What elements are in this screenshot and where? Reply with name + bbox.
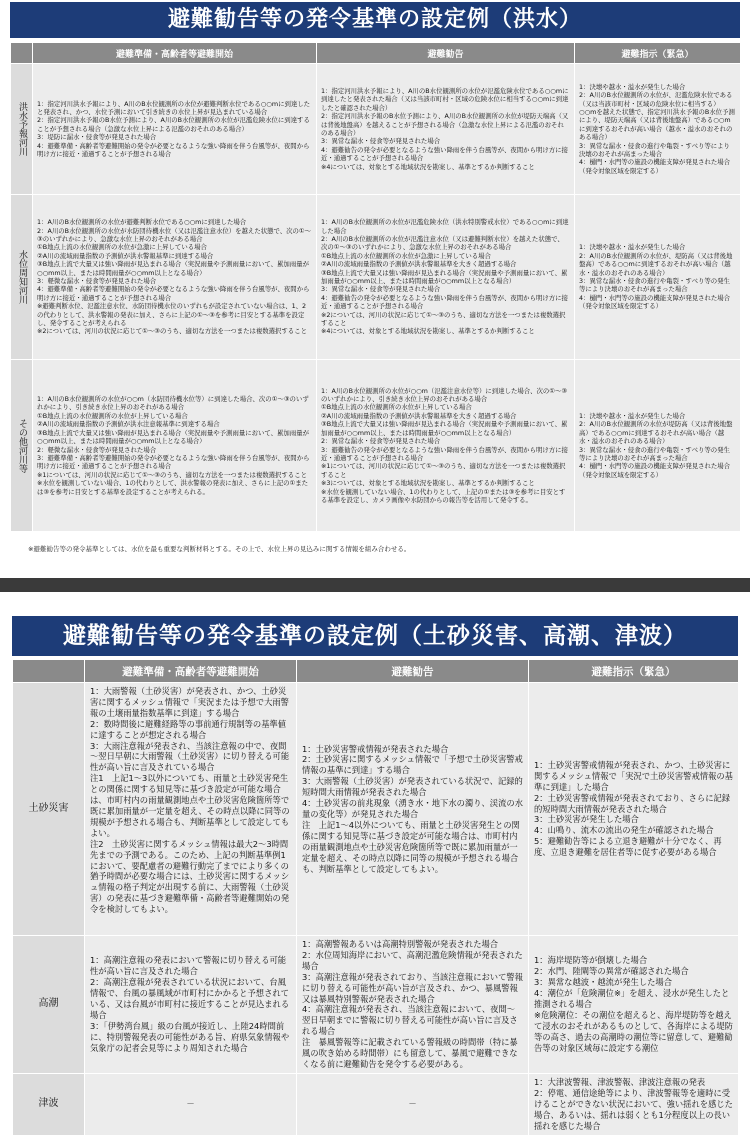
cell-line: 2：A川のB水位観測所の水位が氾濫注意水位（又は避難判断水位）を越えた状態で、次の①～③のいずれかにより、急激な水位上昇のおそれがある場合: [321, 234, 564, 252]
cell-line: 4：潮位が「危険潮位※」を超え、浸水が発生したと推測される場合: [534, 988, 730, 1009]
cell-line: 3：異常な越波・越流が発生した場合: [534, 977, 673, 988]
table-cell: [529, 936, 739, 1074]
cell-line: 3：避難準備・高齢者等避難開始の発令が必要となるような強い降雨を伴う台風等が、夜間から明け方に接近・通過することが予想される場合: [37, 453, 310, 471]
cell-line: 1：土砂災害警戒情報が発表された場合: [302, 743, 449, 754]
flood-criteria-table: [10, 42, 741, 532]
cell-line: 2：土砂災害警戒情報が発表されており、さらに記録的短時間大雨情報が発表された場合: [534, 792, 731, 814]
cell-line: 3：大雨警報（土砂災害）が発表されている状況で、記録的短時間大雨情報が発表された場合: [302, 776, 523, 798]
slide-title: 避難勧告等の発令基準の設定例（土砂災害、高潮、津波）: [12, 616, 738, 656]
cell-line: 1：決壊や越水・溢水が発生した場合: [579, 411, 686, 420]
cell-line: ①B地点上流の水位観測所の水位が急激に上昇している場合: [37, 243, 207, 252]
table-cell: [317, 360, 575, 532]
table-cell: [297, 1073, 529, 1135]
table-cell: [317, 195, 575, 360]
row-label: 高潮: [13, 936, 85, 1074]
cell-line: 2：指定河川洪水予報のB水位予測により、A川のB水位観測所の水位が堤防天端高（又は背後地盤高）を越えることが予想される場合（急激な水位上昇による氾濫のおそれのある場合）: [321, 112, 569, 137]
table-cell: [33, 360, 317, 532]
cell-line: ※1については、河川の状況に応じて①～③のうち、適切な方法を一つまたは複数選択すること: [321, 462, 566, 479]
cell-line: ①B地点上流の水位観測所の水位が上昇している場合: [37, 411, 188, 420]
header-col: 避難勧告: [297, 660, 529, 683]
cell-line: 3：異常な漏水・侵食の進行や亀裂・すべり等の発生等により決壊のおそれが高まった場合: [579, 445, 730, 462]
row-label: [11, 64, 33, 195]
cell-line: 3：大雨注意報が発表され、当該注意報の中で、夜間～翌日早朝に大雨警報（土砂災害）に切り替える可能性が高い旨に言及されている場合: [90, 740, 290, 773]
table-cell: [575, 360, 741, 532]
slide-landslide-storm-tsunami: [0, 612, 750, 1140]
table-header-row: [11, 43, 741, 64]
cell-line: 3：避難勧告の発令が必要となるような強い降雨を伴う台風等が、夜間から明け方に接近・通過することが予想される場合: [321, 445, 568, 462]
cell-line: 4：樋門・水門等の施設の機能支障が発見された場合（発令対象区域を限定する）: [579, 462, 731, 479]
table-cell: [575, 195, 741, 360]
header-corner: [11, 43, 33, 64]
cell-line: 3：高潮注意報が発表されており、当該注意報において警報に切り替える可能性が高い旨が言及され、かつ、暴風警報又は暴風特別警報が発表された場合: [302, 971, 523, 1004]
cell-line: 1：決壊や越水・溢水が発生した場合: [579, 243, 686, 252]
cell-line: 4：高潮注意報が発表され、当該注意報において、夜間～翌日早朝までに警報に切り替える可能性が高い旨に言及される場合: [302, 1004, 518, 1037]
cell-line: ※1については、河川の状況に応じて①～③のうち、適切な方法を一つまたは複数選択すること: [37, 470, 307, 479]
table-cell: [85, 1073, 297, 1135]
cell-line: 4：土砂災害の前兆現象（湧き水・地下水の濁り、渓流の水量の変化等）が発見された場合: [302, 798, 523, 819]
cell-line: 3：土砂災害が発生した場合: [534, 814, 639, 825]
cell-line: ③B地点上流で大量又は強い降雨が見込まれる場合（実況雨量や予測雨量において、累加雨量が○○mm以上、または時間雨量が○○mm以上となる場合）: [37, 428, 309, 446]
cell-line: 4：避難勧告の発令が必要となるような強い降雨を伴う台風等が、夜間から明け方に接近・通過することが予想される場合: [321, 293, 568, 311]
table-cell: [297, 683, 529, 936]
cell-line: 3：異常な漏水・侵食等が発見された場合: [321, 285, 441, 294]
table-cell: [317, 64, 575, 195]
cell-line: 1：大津波警報、津波警報、津波注意報の発表: [534, 1077, 706, 1088]
cell-line: 2：土砂災害に関するメッシュ情報で「予想で土砂災害警戒情報の基準に到達」する場合: [302, 754, 523, 776]
cell-line: 2：高潮注意報が発表されている状況において、台風情報で、台風の暴風域が市町村にかかると予想されている、又は台風が市町村に接近することが見込まれる場合: [90, 977, 290, 1020]
table-row: [11, 195, 741, 360]
cell-line: 1：A川のB水位観測所の水位が避難判断水位である○○mに到達した場合: [37, 218, 247, 227]
cell-line: 1：海岸堤防等が倒壊した場合: [534, 955, 648, 966]
header-col: 避難準備・高齢者等避難開始: [33, 43, 317, 64]
cell-line: 注 上記1～4以外についても、雨量と土砂災害発生との関係に関する知見等に基づき設定が可能な場合は、市町村内の雨量観測地点や土砂災害危険箇所等で既に累加雨量が一定量を超え、その時点以降に同等の規模が予想される場合も、判断基準として設定してもよい。: [302, 819, 520, 874]
cell-line: 4：避難準備・高齢者等避難開始の発令が必要となるような強い降雨を伴う台風等が、夜間から明け方に接近・通過することが予想される場合: [37, 285, 310, 302]
cell-line: 1：指定河川洪水予報により、A川のB水位観測所の水位が避難判断水位である○○mに到達したと発表され、かつ、水位予測において引き続きの水位上昇が見込まれている場合: [37, 99, 311, 116]
row-label: [11, 195, 33, 360]
table-row: [13, 936, 739, 1074]
cell-line: 注2 土砂災害に関するメッシュ情報は最大2～3時間先までの予測である。このため、上記の判断基準例1において、要配慮者の避難行動完了までにより多くの猶予時間が必要な場合には、土砂災害に関するメッシュ情報の格子判定が出現する前に、大雨警報（土砂災害）の発表に基づき避難準備・高齢者等避難開始の発令を検討してもよい。: [90, 838, 290, 915]
cell-line: 2：停電、通信途絶等により、津波警報等を適時に受けることができない状況において、強い揺れを感じた場合、あるいは、揺れは弱くとも1分程度以上の長い揺れを感じた場合: [534, 1088, 733, 1131]
cell-line: 2：異常な漏水・侵食等が発見された場合: [321, 437, 441, 446]
cell-line: ③B地点上流で大量又は強い降雨が見込まれる場合（実況雨量や予測雨量において、累加雨量が○○mm以上、または時間雨量が○○mm以上となる場合）: [321, 268, 568, 285]
header-col: 避難指示（緊急）: [575, 43, 741, 64]
cell-line: 3：異常な漏水・侵食等が発見された場合: [321, 137, 441, 146]
cell-line: 注1 上記1～3以外についても、雨量と土砂災害発生との関係に関する知見等に基づき設定が可能な場合は、市町村内の雨量観測地点や土砂災害危険箇所等で既に累加雨量が一定量を超え、その時点以降に同等の規模が予想される場合も、判断基準として設定してもよい。: [90, 773, 290, 838]
table-cell: [575, 64, 741, 195]
cell-line: ※避難判断水位、氾濫注意水位、水防団待機水位のいずれもが設定されていない場合は、1、2の代わりとして、洪水警報の発表に加え、さらに上記の①～③を参考に目安とする基準を設定し、発令することが考えられる: [37, 302, 307, 328]
cell-line: 1：A川のB水位観測所の水位が氾濫危険水位（洪水特別警戒水位）である○○mに到達した場合: [321, 218, 569, 235]
cell-line: 3：堤防に漏水・侵食等が発見された場合: [37, 133, 157, 142]
header-col: 避難勧告: [317, 43, 575, 64]
cell-line: 1：高潮警報あるいは高潮特別警報が発表された場合: [302, 939, 499, 949]
header-col: 避難指示（緊急）: [529, 660, 739, 683]
table-cell: [33, 195, 317, 360]
table-row: [11, 360, 741, 532]
table-header-row: [13, 660, 739, 683]
cell-line: 2：水門、陸閘等の異常が確認された場合: [534, 966, 689, 977]
cell-line: 3：異常な漏水・侵食の進行や亀裂・すべり等の発生等により決壊のおそれが高まった場合: [579, 277, 730, 294]
cell-line: 4：樋門・水門等の施設の機能支障が発見された場合（発令対象区域を限定する）: [579, 293, 731, 311]
cell-line: 4：山鳴り、流木の流出の発生が確認された場合: [534, 825, 714, 836]
header-corner: [13, 660, 85, 683]
cell-line: 注 暴風警報等に記載されている警報級の時間帯（特に暴風の吹き始める時間帯）にも留意して、暴風で避難できなくなる前に避難勧告を発令する必要がある。: [302, 1037, 518, 1069]
cell-line: ※水位を観測していない場合、1の代わりとして、上記の①または③を参考に目安とする基準を設定し、カメラ画像や水防団からの報告等を活用して発令する。: [321, 487, 566, 504]
cell-line: ②A川の流域雨量指数の予測値が洪水警報基準を大きく超過する場合: [321, 260, 517, 269]
cell-line: ③B地点上流で大量又は強い降雨が見込まれる場合（実況雨量や予測雨量において、累加雨量が○○mm以上、または時間雨量が○○mm以上となる場合）: [321, 420, 568, 437]
header-col: 避難準備・高齢者等避難開始: [85, 660, 297, 683]
row-label-text: 洪水予報河川: [17, 102, 27, 156]
cell-line: 3：「伊勢湾台風」級の台風が接近し、上陸24時間前に、特別警報発表の可能性がある旨、府県気象情報や気象庁の記者会見等により周知された場合: [90, 1020, 290, 1053]
row-label: [11, 360, 33, 532]
cell-line: ※3については、対象とする地域状況を勘案し、基準とするか判断すること: [321, 479, 535, 488]
cell-line: ③B地点上流で大量又は強い降雨が見込まれる場合（実況雨量や予測雨量において、累加雨量が○○mm以上、または時間雨量が○○mm以上となる場合）: [37, 260, 309, 277]
cell-line: －: [408, 1098, 417, 1109]
row-label-text: 水位周知河川: [17, 250, 27, 304]
cell-line: 2：数時間後に避難経路等の事前通行規制等の基準値に達することが想定される場合: [90, 718, 287, 740]
cell-line: 1：A川のB水位観測所の水位が○○m（氾濫注意水位等）に到達した場合、次の①～③のいずれかにより、引き続き水位上昇のおそれがある場合: [321, 386, 568, 404]
cell-line: 1：土砂災害警戒情報が発表され、かつ、土砂災害に関するメッシュ情報で「実況で土砂災害警戒情報の基準に到達」した場合: [534, 759, 733, 792]
cell-line: 2：A川のB水位観測所の水位が、堤防高（又は背後地盤高）である○○mに到達するおそれが高い場合（越水・溢水のおそれのある場合）: [579, 251, 733, 277]
table-cell: [529, 683, 739, 936]
cell-line: ※4については、対象とする地域状況を勘案し、基準とするか判断すること: [321, 327, 535, 336]
cell-line: ①B地点上流の水位観測所の水位が急激に上昇している場合: [321, 251, 491, 260]
cell-line: ※2については、河川の状況に応じて①～③のうち、適切な方法を一つまたは複数選択すること: [321, 310, 566, 328]
cell-line: ※水位を観測していない場合、1の代わりとして、洪水警報の発表に加え、さらに上記の①または③を参考に目安とする基準を設定することが考えられる。: [37, 479, 309, 496]
cell-line: 2：指定河川洪水予報のB水位予測により、A川のB水位観測所の水位が氾濫危険水位に到達することが予想される場合（急激な水位上昇による氾濫のおそれのある場合）: [37, 116, 310, 133]
table-cell: [529, 1073, 739, 1135]
cell-line: ※4については、対象とする地域状況を勘案し、基準とするか判断すること: [321, 162, 535, 171]
footnote: ※避難勧告等の発令基準としては、水位を最も重要な判断材料とする。その上で、水位上昇の見込みに関する情報を組み合わせる。: [28, 545, 411, 553]
cell-line: 2：A川のB水位観測所の水位が堤防高（又は背後地盤高）である○○mに到達するおそれが高い場合（越水・溢水のおそれのある場合）: [579, 420, 733, 446]
cell-line: ※危険潮位：その潮位を超えると、海岸堤防等を越えて浸水のおそれがあるものとして、各海岸による堤防等の高さ、過去の高潮時の潮位等に留意して、避難勧告等の対象区域毎に設定する潮位: [534, 1009, 733, 1053]
cell-line: 2：軽微な漏水・侵食等が発見された場合: [37, 445, 157, 454]
cell-line: ②A川の流域雨量指数の予測値が洪水警報基準を大きく超過する場合: [321, 411, 517, 420]
cell-line: 4：避難準備・高齢者等避難開始の発令が必要となるような強い降雨を伴う台風等が、夜間から明け方に接近・通過することが予想される場合: [37, 141, 310, 159]
table-cell: [85, 683, 297, 936]
cell-line: ※2については、河川の状況に応じて①～③のうち、適切な方法を一つまたは複数選択すること: [37, 327, 307, 336]
cell-line: 3：異常な漏水・侵食の進行や亀裂・すべり等により決壊のおそれが高まった場合: [579, 141, 730, 159]
table-cell: [33, 64, 317, 195]
cell-line: 2：A川のB水位観測所の水位が水防団待機水位（又は氾濫注意水位）を越えた状態で、次の①～③のいずれかにより、急激な水位上昇のおそれがある場合: [37, 226, 312, 243]
cell-line: ②A川の流域雨量指数の予測値が洪水注意報基準に到達する場合: [37, 420, 220, 429]
cell-line: 1：高潮注意報の発表において警報に切り替える可能性が高い旨に言及された場合: [90, 955, 287, 977]
cell-line: 4：樋門・水門等の施設の機能支障が発見された場合（発令対象区域を限定する）: [579, 158, 731, 175]
disaster-criteria-table: [12, 659, 739, 1136]
cell-line: 4：避難勧告の発令が必要となるような強い降雨を伴う台風等が、夜間から明け方に接近・通過することが予想される場合: [321, 145, 568, 163]
cell-line: 5：避難勧告等による立退き避難が十分でなく、再度、立退き避難を居住者等に促す必要がある場合: [534, 836, 722, 858]
table-cell: [297, 936, 529, 1074]
cell-line: 2：水位周知海岸において、高潮氾濫危険情報が発表された場合: [302, 949, 523, 971]
cell-line: 2：A川のB水位観測所の水位が、氾濫危険水位である（又は当該市町村・区域の危険水位に相当する）○○mを越えた状態で、指定河川洪水予報のB水位予測により、堤防天端高（又は背後地盤高）である○○mに到達するおそれが高い場合（越水・溢水のおそれのある場合）: [579, 91, 735, 142]
cell-line: ①B地点上流の水位観測所の水位が上昇している場合: [321, 403, 472, 412]
cell-line: －: [186, 1098, 195, 1109]
table-row: [13, 1073, 739, 1135]
cell-line: 1：決壊や越水・溢水が発生した場合: [579, 82, 686, 91]
row-label: 津波: [13, 1073, 85, 1135]
cell-line: 3：軽微な漏水・侵食等が発見された場合: [37, 277, 157, 285]
table-row: [11, 64, 741, 195]
row-label: 土砂災害: [13, 683, 85, 936]
cell-line: 1：指定河川洪水予報により、A川のB水位観測所の水位が氾濫危険水位である○○mに到達したと発表された場合（又は当該市町村・区域の危険水位に相当する○○mに到達したと確認された場合）: [321, 86, 569, 112]
table-cell: [85, 936, 297, 1074]
cell-line: 1：A川のB水位観測所の水位が○○m（水防団待機水位等）に到達した場合、次の①～③のいずれかにより、引き続き水位上昇のおそれがある場合: [37, 395, 309, 412]
row-label-text: その他河川等: [17, 418, 27, 473]
table-row: [13, 683, 739, 936]
slide-title: 避難勧告等の発令基準の設定例（洪水）: [10, 2, 740, 38]
separator-band: [0, 578, 750, 592]
cell-line: 1：大雨警報（土砂災害）が発表され、かつ、土砂災害に関するメッシュ情報で「実況または予想で大雨警報の土壌雨量指数基準に到達」する場合: [90, 686, 289, 718]
cell-line: ②A川の流域雨量指数の予測値が洪水警報基準に到達する場合: [37, 251, 214, 260]
